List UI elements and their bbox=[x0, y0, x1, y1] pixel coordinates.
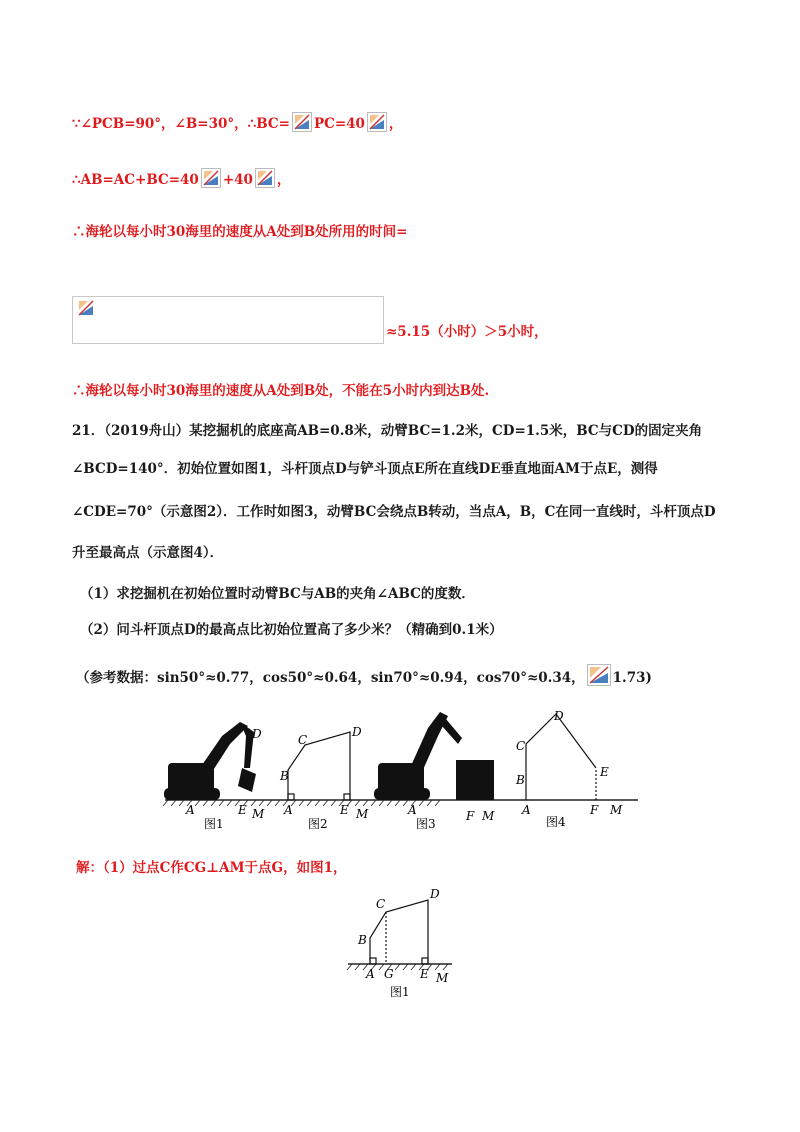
excavator-silhouette-3 bbox=[374, 712, 494, 800]
figure-caption-2: 图2 bbox=[308, 817, 328, 831]
label-C: C bbox=[516, 739, 526, 753]
solution-line-4: ≈5.15（小时）＞5小时， bbox=[386, 324, 548, 340]
excavator-figures bbox=[160, 708, 640, 838]
answer-figure-1 bbox=[340, 880, 460, 1010]
formula-image-box bbox=[72, 296, 384, 344]
question-2: （2）问斗杆顶点D的最高点比初始位置高了多少米？（精确到0.1米） bbox=[80, 622, 503, 638]
solution-text: ∴AB=AC+BC=40 bbox=[72, 172, 199, 188]
solution-text: +40 bbox=[222, 172, 253, 188]
label-C: C bbox=[298, 733, 308, 747]
problem-line-1: 21．（2019舟山）某挖掘机的底座高AB=0.8米，动臂BC=1.2米，CD=1.5米，BC与CD的固定夹角 bbox=[72, 423, 703, 439]
broken-image-icon bbox=[77, 299, 95, 317]
label-A: A bbox=[186, 803, 195, 817]
label-A: A bbox=[408, 803, 417, 817]
label-M: M bbox=[252, 807, 265, 821]
solution-text: PC=40 bbox=[313, 116, 365, 132]
solution-line-1 bbox=[72, 112, 402, 132]
figure-caption-1: 图1 bbox=[204, 817, 224, 831]
reference-data bbox=[76, 664, 652, 686]
label-A: A bbox=[284, 803, 293, 817]
label-E: E bbox=[600, 765, 609, 779]
solution-line-5: ∴海轮以每小时30海里的速度从A处到B处，不能在5小时内到达B处. bbox=[72, 383, 490, 399]
solution-text: ， bbox=[388, 116, 403, 132]
label-M: M bbox=[610, 803, 623, 817]
broken-image-icon bbox=[201, 168, 221, 188]
label-M: M bbox=[356, 807, 369, 821]
excavator-silhouette-1 bbox=[164, 722, 256, 800]
label-A: A bbox=[366, 967, 375, 981]
label-C: C bbox=[376, 897, 386, 911]
broken-image-icon bbox=[292, 112, 312, 132]
label-F: F bbox=[590, 803, 599, 817]
problem-line-4: 升至最高点（示意图4）． bbox=[72, 545, 224, 561]
label-E: E bbox=[340, 803, 349, 817]
label-M: M bbox=[436, 971, 449, 985]
figure-caption-4: 图4 bbox=[546, 815, 566, 829]
label-D: D bbox=[352, 725, 362, 739]
solution-line-2 bbox=[72, 168, 290, 188]
problem-line-3: ∠CDE=70°（示意图2）．工作时如图3，动臂BC会绕点B转动，当点A，B，C在同一直线时，斗杆顶点D bbox=[72, 504, 716, 520]
label-B: B bbox=[280, 769, 289, 783]
label-D: D bbox=[554, 709, 564, 723]
answer-line-1: 解：（1）过点C作CG⊥AM于点G，如图1， bbox=[76, 860, 347, 876]
schematic-4 bbox=[526, 714, 596, 800]
label-D: D bbox=[430, 887, 440, 901]
broken-image-icon bbox=[587, 664, 611, 686]
label-B: B bbox=[516, 773, 525, 787]
question-1: （1）求挖掘机在初始位置时动臂BC与AB的夹角∠ABC的度数． bbox=[80, 586, 475, 602]
label-F: F bbox=[466, 809, 475, 823]
solution-text: ， bbox=[276, 172, 291, 188]
figure-caption-1: 图1 bbox=[390, 985, 410, 999]
solution-text: ∵∠PCB=90°，∠B=30°，∴BC= bbox=[72, 116, 290, 132]
reference-text: （参考数据：sin50°≈0.77，cos50°≈0.64，sin70°≈0.94，cos70°≈0.34， bbox=[76, 670, 585, 686]
label-D: D bbox=[252, 727, 262, 741]
label-M: M bbox=[482, 809, 495, 823]
solution-line-3: ∴海轮以每小时30海里的速度从A处到B处所用的时间= bbox=[72, 224, 408, 240]
broken-image-icon bbox=[255, 168, 275, 188]
problem-line-2: ∠BCD=140°．初始位置如图1，斗杆顶点D与铲斗顶点E所在直线DE垂直地面AM于点E，测得 bbox=[72, 461, 658, 477]
reference-text: 1.73) bbox=[612, 670, 652, 686]
label-A: A bbox=[522, 803, 531, 817]
figure-caption-3: 图3 bbox=[416, 817, 436, 831]
label-G: G bbox=[384, 967, 394, 981]
label-B: B bbox=[358, 933, 367, 947]
broken-image-icon bbox=[367, 112, 387, 132]
label-E: E bbox=[420, 967, 429, 981]
label-E: E bbox=[238, 803, 247, 817]
